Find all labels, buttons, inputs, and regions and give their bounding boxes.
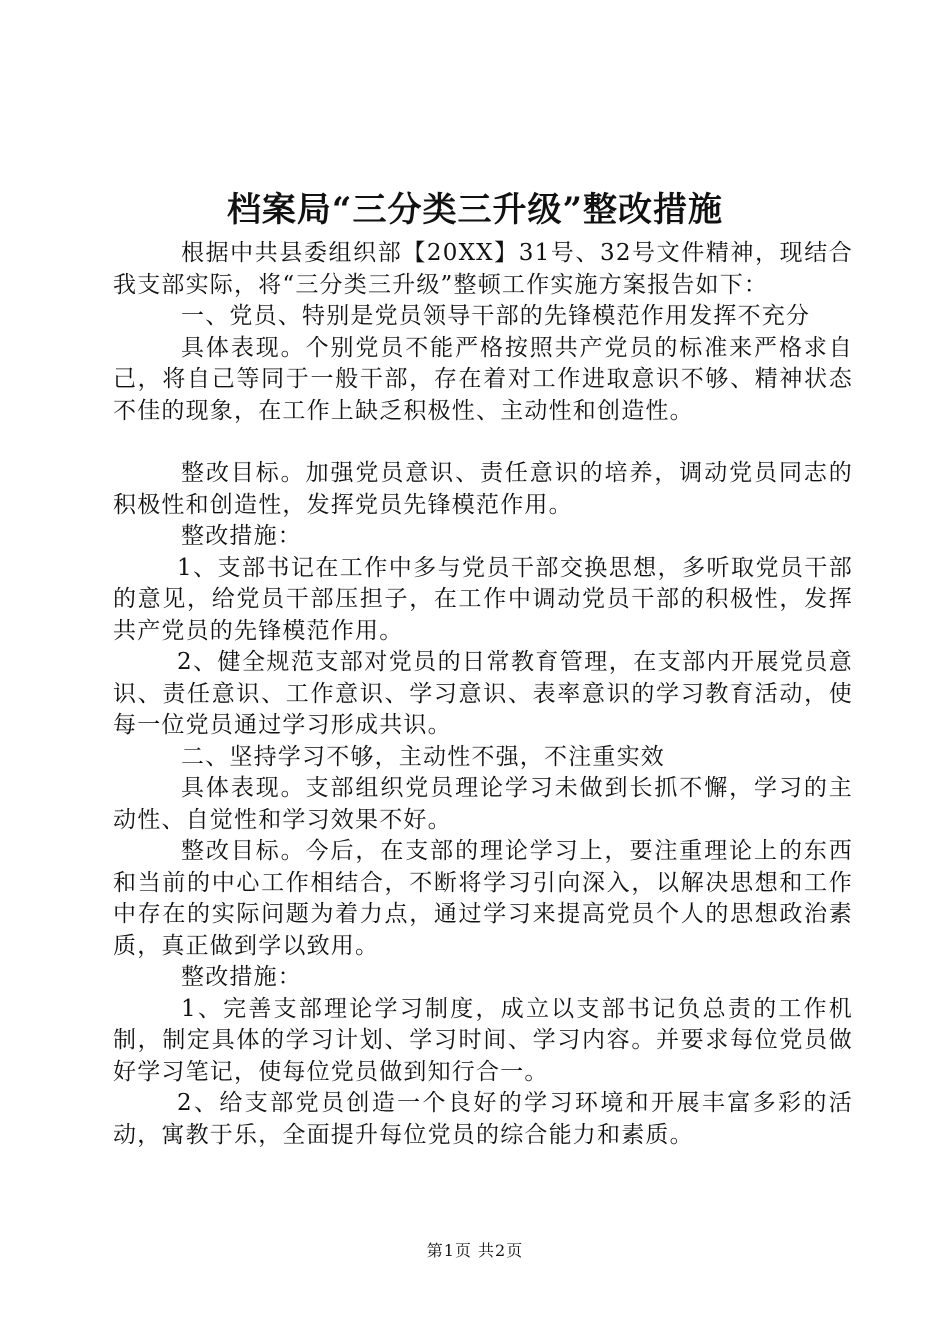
paragraph-measure-2-1: 1、完善支部理论学习制度，成立以支部书记负总责的工作机制，制定具体的学习计划、学习时间、学习内容。并要求每位党员做好学习笔记，使每位党员做到知行合一。 [113,995,853,1085]
paragraph-measures-label-1: 整改措施： [181,523,302,549]
paragraph-measure-1-2: 2、健全规范支部对党员的日常教育管理，在支部内开展党员意识、责任意识、工作意识、学习意识、表率意识的学习教育活动，使每一位党员通过学习形成共识。 [113,649,853,738]
section-heading-1: 一、党员、特别是党员领导干部的先锋模范作用发挥不充分 [181,303,811,329]
paragraph-target-2: 整改目标。今后，在支部的理论学习上，要注重理论上的东西和当前的中心工作相结合，不断将学习引向深入，以解决思想和工作中存在的实际问题为着力点，通过学习来提高党员个人的思想政治素质，真正做到学以致用。 [113,838,853,959]
paragraph-measure-1-1: 1、支部书记在工作中多与党员干部交换思想，多听取党员干部的意见，给党员干部压担子，在工作中调动党员干部的积极性，发挥共产党员的先锋模范作用。 [113,554,853,644]
blank-line [113,427,853,458]
page-number-footer: 第1页 共2页 [426,1241,524,1260]
section-heading-2: 二、坚持学习不够，主动性不强，不注重实效 [181,743,665,770]
paragraph-target-1: 整改目标。加强党员意识、责任意识的培养，调动党员同志的积极性和创造性，发挥党员先锋模范作用。 [113,460,853,518]
paragraph-measures-label-2: 整改措施： [181,964,302,990]
paragraph-measure-2-2: 2、给支部党员创造一个良好的学习环境和开展丰富多彩的活动，寓教于乐，全面提升每位党员的综合能力和素质。 [113,1090,853,1148]
paragraph-performance-1: 具体表现。个别党员不能严格按照共产党员的标准来严格求自己，将自己等同于一般干部，存在着对工作进取意识不够、精神状态不佳的现象，在工作上缺乏积极性、主动性和创造性。 [113,334,853,424]
paragraph-intro: 根据中共县委组织部【20XX】31号、32号文件精神，现结合我支部实际，将“三分类三升级”整顿工作实施方案报告如下： [113,240,853,298]
paragraph-performance-2: 具体表现。支部组织党员理论学习未做到长抓不懈，学习的主动性、自觉性和学习效果不好。 [113,775,853,833]
document-body [113,238,853,1151]
document-title: 档案局“三分类三升级”整改措施 [226,190,724,230]
